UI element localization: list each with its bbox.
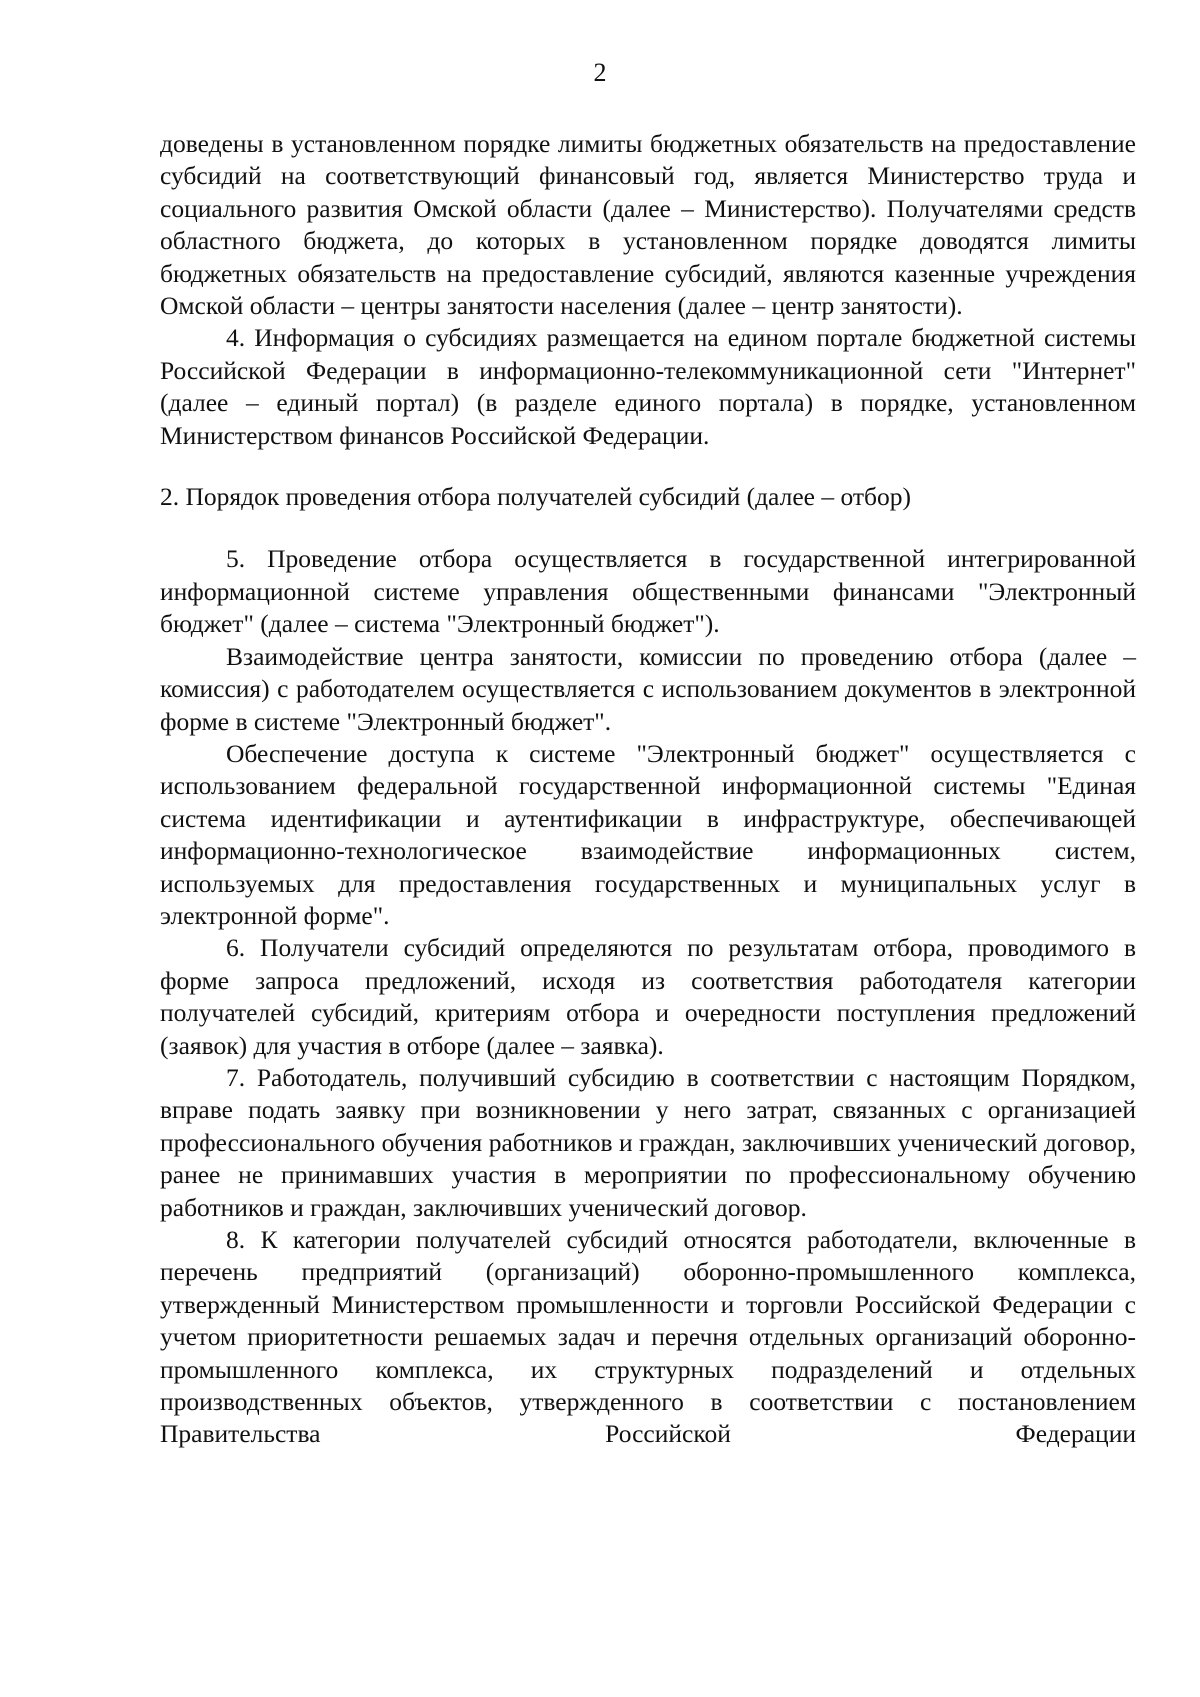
section-heading-2: 2. Порядок проведения отбора получателей субсидий (далее – отбор) xyxy=(160,482,911,512)
document-body xyxy=(160,128,1136,1451)
page-number: 2 xyxy=(593,58,607,87)
paragraph-budget-limits: доведены в установленном порядке лимиты бюджетных обязательств на предоставление субсидий на соответствующий финансовый год, является Министерство труда и социального развития Омской области (далее – Министерство). Получателями средств областного бюджета, до которых в установленном порядке доводятся лимиты бюджетных обязательств на предоставление субсидий, являются казенные учреждения Омской области – центры занятости населения (далее – центр занятости). xyxy=(160,129,1136,321)
paragraph-interaction: Взаимодействие центра занятости, комиссии по проведению отбора (далее – комиссия) с работодателем осуществляется с использованием документов в электронной форме в системе "Электронный бюджет". xyxy=(160,641,1136,736)
paragraph-8-recipient-category: 8. К категории получателей субсидий относятся работодатели, включенные в перечень предприятий (организаций) оборонно-промышленного комплекса, утвержденный Министерством промышленности и торговли Российской Федерации с учетом приоритетности решаемых задач и перечня отдельных организаций оборонно-промышленного комплекса, их структурных подразделений и отдельных производственных объектов, утвержденного в соответствии с постановлением Правительства Российской Федерации xyxy=(160,1225,1136,1449)
paragraph-5-selection-system: 5. Проведение отбора осуществляется в государственной интегрированной информационной системе управления общественными финансами "Электронный бюджет" (далее – система "Электронный бюджет"). xyxy=(160,544,1136,639)
paragraph-6-recipients: 6. Получатели субсидий определяются по результатам отбора, проводимого в форме запроса предложений, исходя из соответствия работодателя категории получателей субсидий, критериям отбора и очередности поступления предложений (заявок) для участия в отборе (далее – заявка). xyxy=(160,933,1136,1060)
paragraph-4-portal-info: 4. Информация о субсидиях размещается на едином портале бюджетной системы Российской Федерации в информационно-телекоммуникационной сети "Интернет" (далее – единый портал) (в разделе единого портала) в порядке, установленном Министерством финансов Российской Федерации. xyxy=(160,323,1136,450)
paragraph-7-employer-application: 7. Работодатель, получивший субсидию в соответствии с настоящим Порядком, вправе подать заявку при возникновении у него затрат, связанных с организацией профессионального обучения работников и граждан, заключивших ученический договор, ранее не принимавших участия в мероприятии по профессиональному обучению работников и граждан, заключивших ученический договор. xyxy=(160,1062,1136,1222)
paragraph-access: Обеспечение доступа к системе "Электронный бюджет" осуществляется с использованием федеральной государственной информационной системы "Единая система идентификации и аутентификации в инфраструктуре, обеспечивающей информационно-технологическое взаимодействие информационных систем, используемых для предоставления государственных и муниципальных услуг в электронной форме". xyxy=(160,738,1136,930)
